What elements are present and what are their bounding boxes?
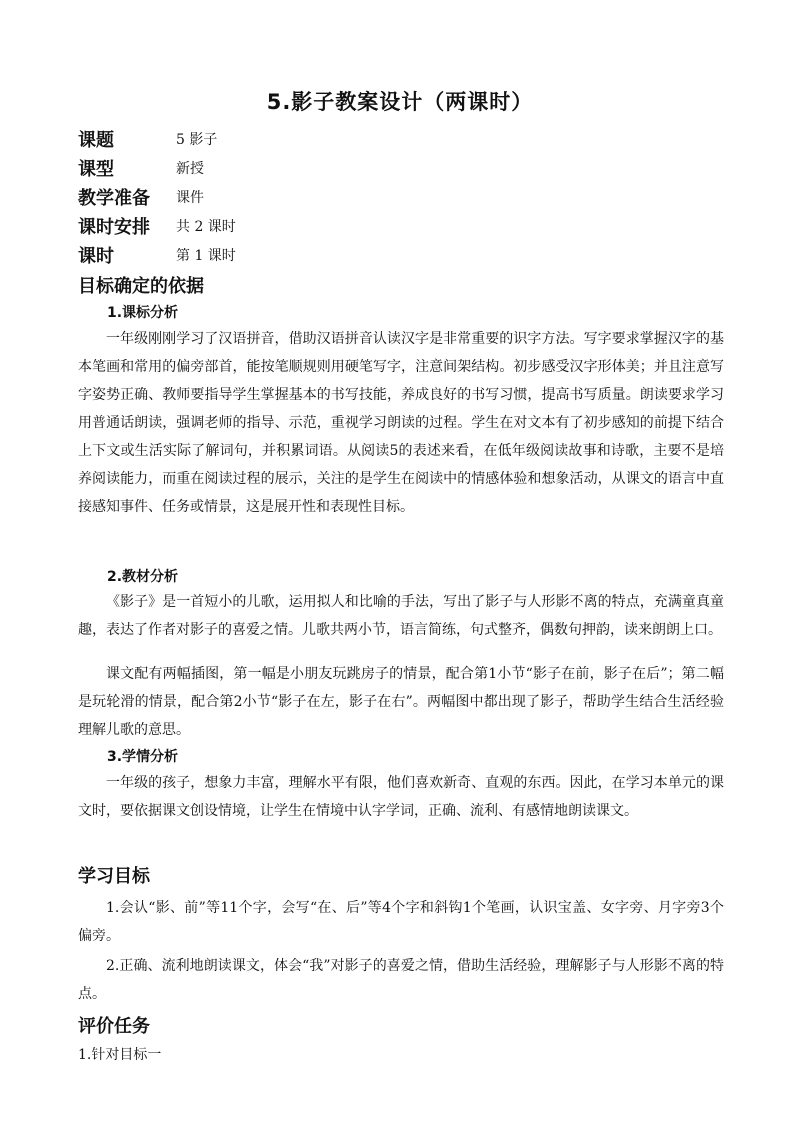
paragraph-textbook-analysis-2: 课文配有两幅插图，第一幅是小朋友玩跳房子的情景，配合第1小节“影子在前，影子在后”；第二幅是玩轮滑的情景，配合第2小节“影子在左，影子在右”。两幅图中都出现了影子，帮助学生结合生活经验理解儿歌的意思。: [78, 666, 724, 738]
subheading-textbook-analysis: 2.教材分析: [107, 569, 179, 585]
document-title: 5.影子教案设计（两课时）: [266, 90, 534, 114]
section-heading-objectives: 学习目标: [78, 866, 150, 887]
paragraph-textbook-analysis-1: 《影子》是一首短小的儿歌，运用拟人和比喻的手法，写出了影子与人形影不离的特点，充满童真童趣，表达了作者对影子的喜爱之情。儿歌共两小节，语言简练，句式整齐，偶数句押韵，读来朗朗上口。: [78, 594, 724, 638]
meta-label: 课时安排: [78, 217, 150, 238]
meta-value: 第 1 课时: [176, 248, 236, 264]
objective-item-2: 2.正确、流利地朗读课文，体会“我”对影子的喜爱之情，借助生活经验，理解影子与人形影不离的特点。: [78, 958, 724, 1002]
meta-value: 5 影子: [176, 132, 218, 148]
meta-label: 课题: [78, 130, 114, 151]
objective-item-1: 1.会认“影、前”等11个字，会写“在、后”等4个字和斜钩1个笔画，认识宝盖、女字旁、月字旁3个偏旁。: [78, 900, 724, 944]
section-heading-evaluation: 评价任务: [78, 1016, 150, 1037]
meta-label: 教学准备: [78, 188, 150, 209]
meta-label: 课型: [78, 159, 114, 180]
meta-value: 新授: [176, 161, 204, 177]
meta-label: 课时: [78, 246, 114, 267]
evaluation-item-1: 1.针对目标一: [78, 1047, 162, 1063]
subheading-learner-analysis: 3.学情分析: [107, 749, 179, 765]
section-heading-basis: 目标确定的依据: [78, 276, 204, 297]
meta-value: 课件: [176, 190, 204, 206]
subheading-curriculum-analysis: 1.课标分析: [107, 305, 179, 321]
paragraph-curriculum-analysis: 一年级刚刚学习了汉语拼音，借助汉语拼音认读汉字是非常重要的识字方法。写字要求掌握汉字的基本笔画和常用的偏旁部首，能按笔顺规则用硬笔写字，注意间架结构。初步感受汉字形体美；并且注意写字姿势正确、教师要指导学生掌握基本的书写技能，养成良好的书写习惯，提高书写质量。朗读要求学习用普通话朗读，强调老师的指导、示范，重视学习朗读的过程。学生在对文本有了初步感知的前提下结合上下文或生活实际了解词句，并积累词语。从阅读5的表述来看，在低年级阅读故事和诗歌，主要不是培养阅读能力，而重在阅读过程的展示，关注的是学生在阅读中的情感体验和想象活动，从课文的语言中直接感知事件、任务或情景，这是展开性和表现性目标。: [78, 331, 724, 515]
meta-value: 共 2 课时: [176, 219, 236, 235]
paragraph-learner-analysis: 一年级的孩子，想象力丰富，理解水平有限，他们喜欢新奇、直观的东西。因此，在学习本单元的课文时，要依据课文创设情境，让学生在情境中认字学词，正确、流利、有感情地朗读课文。: [78, 775, 724, 819]
